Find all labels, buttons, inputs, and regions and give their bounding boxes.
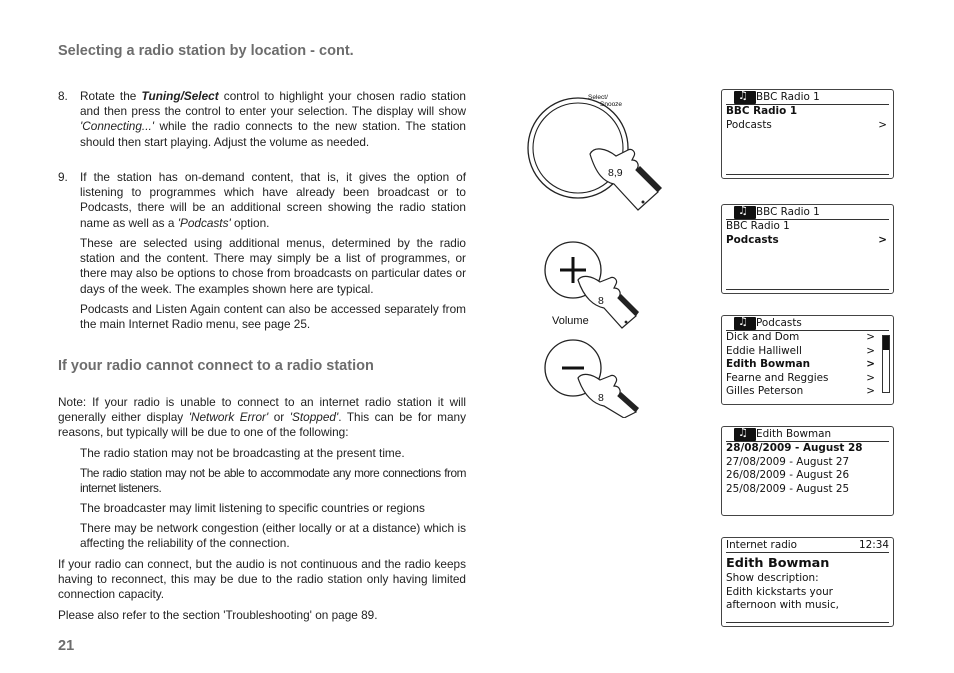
description-line: afternoon with music, xyxy=(726,599,839,612)
description-line: Edith kickstarts your xyxy=(726,585,833,598)
lcd-row: Eddie Halliwell > xyxy=(726,344,875,357)
lcd-row: Edith Bowman > xyxy=(726,358,875,371)
lcd-footer-line xyxy=(726,622,889,623)
lcd-row: Gilles Peterson > xyxy=(726,385,875,398)
source-label: Internet radio xyxy=(726,539,798,551)
tuning-select-term: Tuning/Select xyxy=(141,89,219,103)
lcd-screen-podcasts-list xyxy=(721,315,894,405)
podcast-note-icon xyxy=(734,317,756,330)
step-9-text: If the station has on-demand content, that is, it gives the option of listening to programmes which have already been broadcast or to Podcasts, there will be an additional screen showing the radio station name as well as a 'Podcasts' option. xyxy=(80,170,466,230)
reason-item: There may be network congestion (either locally or at a distance) which is affecting the reliability of the connection. xyxy=(80,521,466,551)
minus-step-label: 8 xyxy=(598,392,604,404)
step-9 xyxy=(58,170,466,231)
lcd-row: BBC Radio 1 xyxy=(726,105,798,117)
lcd-row: 25/08/2009 - August 25 xyxy=(726,482,850,495)
pressing-finger-icon xyxy=(590,149,662,210)
step-9-paragraph-3: Podcasts and Listen Again content can also be accessed separately from the main Internet Radio menu, see page 25. xyxy=(80,302,466,332)
reconnect-paragraph: If your radio can connect, but the audio is not continuous and the radio keeps having to reconnect, this may be due to the radio station only having limited connection capacity. xyxy=(58,557,466,602)
knob-label-line-2: Snooze xyxy=(600,101,623,108)
knob-steps-label: 8,9 xyxy=(608,167,623,179)
note-paragraph: Note: If your radio is unable to connect to an internet radio station it will generally either display 'Network Error' or 'Stopped'. This can be for many reasons, but typically will be due to one of the following: xyxy=(58,395,467,440)
description-line: Show description: xyxy=(726,572,819,584)
volume-up-figure xyxy=(540,238,645,333)
knob-label-line-1: Select/ xyxy=(588,94,608,101)
select-knob-figure xyxy=(520,88,670,213)
step-number: 9. xyxy=(58,170,68,184)
step-number: 8. xyxy=(58,89,68,103)
subsection-heading: If your radio cannot connect to a radio station xyxy=(58,358,374,374)
step-8 xyxy=(58,89,466,150)
lcd-footer-line xyxy=(726,289,889,290)
lcd-screen-station xyxy=(721,89,894,179)
step-8-text: Rotate the Tuning/Select control to highlight your chosen radio station and then press the control to enter your selection. The display will show 'Connecting...' while the radio connects to the new station. The station should then start playing. Adjust the volume as needed. xyxy=(80,89,466,149)
lcd-row: Dick and Dom > xyxy=(726,331,875,343)
lcd-title: BBC Radio 1 xyxy=(756,91,820,103)
lcd-row: Podcasts > xyxy=(726,118,887,131)
lcd-scroll-thumb xyxy=(883,336,889,350)
lcd-title: Podcasts xyxy=(756,317,802,329)
lcd-header xyxy=(726,316,889,331)
page-number: 21 xyxy=(58,638,75,654)
lcd-row: 26/08/2009 - August 26 xyxy=(726,469,850,482)
reason-item: The broadcaster may limit listening to specific countries or regions xyxy=(80,501,425,515)
volume-down-figure xyxy=(540,338,645,418)
podcast-note-icon xyxy=(734,206,756,219)
lcd-footer-line xyxy=(726,174,889,175)
podcast-note-icon xyxy=(734,428,756,441)
troubleshoot-paragraph: Please also refer to the section 'Troubleshooting' on page 89. xyxy=(58,608,378,622)
lcd-row: Podcasts > xyxy=(726,233,887,246)
section-heading: Selecting a radio station by location - cont. xyxy=(58,43,354,59)
lcd-screen-episodes xyxy=(721,426,894,516)
reason-item: The radio station may not be able to accommodate any more connections from internet listeners. xyxy=(80,466,466,496)
lcd-row: BBC Radio 1 xyxy=(726,220,790,232)
podcast-note-icon xyxy=(734,91,756,104)
lcd-screen-now-playing xyxy=(721,537,894,627)
connecting-term: 'Connecting...' xyxy=(80,119,155,134)
station-name: Edith Bowman xyxy=(726,556,830,571)
lcd-row: Fearne and Reggies > xyxy=(726,371,875,384)
plus-step-label: 8 xyxy=(598,295,604,307)
lcd-title: BBC Radio 1 xyxy=(756,206,820,218)
lcd-screen-station-podcasts xyxy=(721,204,894,294)
lcd-row: 27/08/2009 - August 27 xyxy=(726,455,850,468)
network-error-term: 'Network Error' xyxy=(188,410,269,425)
podcasts-term: 'Podcasts' xyxy=(177,215,231,230)
lcd-row: 28/08/2009 - August 28 xyxy=(726,442,863,454)
lcd-header xyxy=(726,90,889,105)
pressing-finger-icon xyxy=(578,374,639,418)
lcd-header xyxy=(726,427,889,442)
lcd-title: Edith Bowman xyxy=(756,428,832,440)
lcd-header xyxy=(726,538,889,553)
step-9-paragraph-2: These are selected using additional menus, determined by the radio station and the content. There may simply be a list of programmes, or there may also be options to chose from broadcasts on particular dates or days of the week. The examples shown here are typical. xyxy=(80,236,466,296)
lcd-header xyxy=(726,205,889,220)
lcd-scrollbar xyxy=(882,335,890,393)
reason-item: The radio station may not be broadcasting at the present time. xyxy=(80,446,405,460)
volume-label: Volume xyxy=(552,315,589,327)
stopped-term: 'Stopped' xyxy=(289,410,339,425)
clock-time: 12:34 xyxy=(859,539,889,551)
